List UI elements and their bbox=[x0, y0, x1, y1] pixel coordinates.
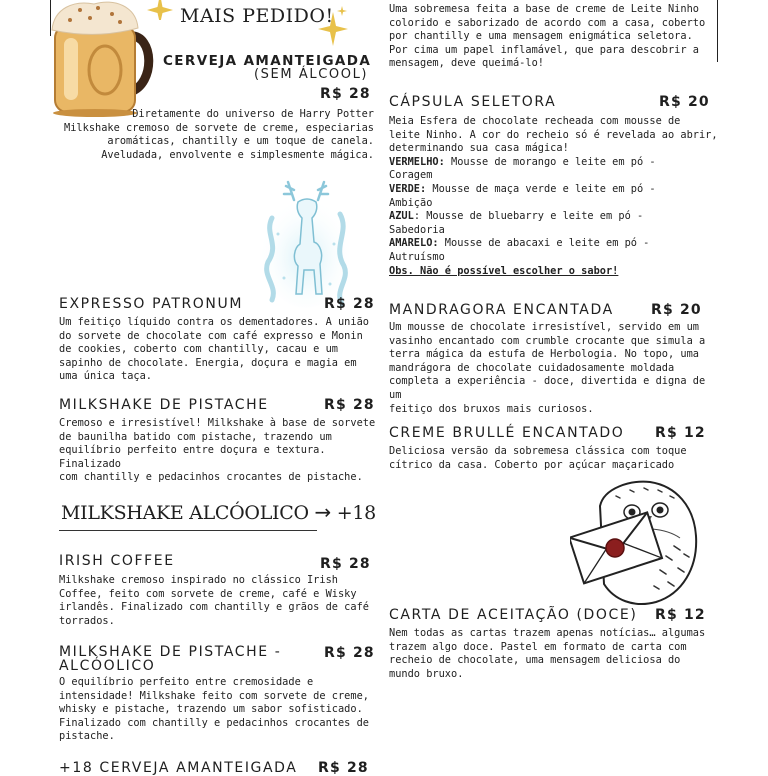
age-restriction-label: +18 bbox=[336, 502, 376, 524]
item-description-top-right: Uma sobremesa feita a base de creme de Leite Ninho colorido e saborizado de acordo com a casa, coberto por chantilly e uma mensagem enigmática seletora. Por cima um papel inflamável, que para descobrir a mensagem, deve queimá-lo! bbox=[389, 3, 706, 70]
item-price-carta-aceitacao: R$ 12 bbox=[655, 607, 706, 623]
featured-item-description: Diretamente do universo de Harry Potter Milkshake cremoso de sorvete de creme, especiarias aromáticas, chantilly e um toque de canela. Aveludada, envolvente e simplesmente mágica. bbox=[64, 108, 374, 161]
item-price-mandragora-encantada: R$ 20 bbox=[651, 302, 702, 318]
item-price-capsula-seletora: R$ 20 bbox=[659, 94, 710, 110]
owl-letter-image bbox=[570, 476, 702, 608]
item-description-expresso-patronum: Um feitiço líquido contra os dementadores. A união do sorvete de chocolate com café expresso e Monin de cookies, coberto com chantilly, cacau e um sapinho de chocolate. Energia, doçura e magia em uma única taça. bbox=[59, 316, 369, 383]
item-description-carta-aceitacao: Nem todas as cartas trazem apenas notícias… algumas trazem algo doce. Pastel em formato de carta com recheio de chocolate, uma mensagem deliciosa do mundo bruxo. bbox=[389, 627, 706, 680]
item-description-mandragora-encantada: Um mousse de chocolate irresistível, servido em um vasinho encantado com crumble crocante que simula a terra mágica da estufa de Herbologia. No topo, uma mandrágora de chocolate cuidadosamente moldada completa a experiência - doce, divertida e digna de um feitiço dos bruxos mais curiosos. bbox=[389, 321, 706, 415]
alcoolico-heading-text: MILKSHAKE ALCÓOLICO bbox=[61, 502, 309, 524]
item-description-irish-coffee: Milkshake cremoso inspirado no clássico Irish Coffee, feito com sorvete de creme, café e Wisky irlandês. Finalizado com chantilly e grãos de café torrados. bbox=[59, 574, 369, 627]
item-name-expresso-patronum: EXPRESSO PATRONUM bbox=[59, 296, 244, 312]
alcoolico-section-heading bbox=[61, 500, 376, 524]
arrow-right-icon: → bbox=[314, 500, 331, 524]
item-price-creme-brulle: R$ 12 bbox=[655, 425, 706, 441]
item-price-milkshake-pistache: R$ 28 bbox=[324, 397, 375, 413]
house-option-amarelo: AMARELO: Mousse de abacaxi e leite em pó - bbox=[389, 237, 650, 250]
item-name-creme-brulle: CREME BRULLÉ ENCANTADO bbox=[389, 425, 625, 441]
item-description-capsula-seletora: Meia Esfera de chocolate recheada com mousse de leite Ninho. A cor do recheio só é revelada ao abrir, determinando sua casa mágica! VERMELHO: Mousse de morango e leite em pó - Coragem VERDE: Mousse de maça verde e leite em pó - Ambição AZUL: Mousse de bluebarry e leite em pó - Sabedoria AMARELO: Mousse de abacaxi e leite em pó - Autruísmo Obs. Não é possível escolher o sabor! bbox=[389, 115, 718, 277]
item-price-cerveja-amanteigada-18: R$ 28 bbox=[318, 760, 369, 776]
patronus-stag-image bbox=[258, 174, 354, 310]
item-name-irish-coffee: IRISH COFFEE bbox=[59, 553, 175, 569]
item-name-milkshake-pistache: MILKSHAKE DE PISTACHE bbox=[59, 397, 269, 413]
whipped-cream bbox=[52, 2, 138, 34]
section-underline bbox=[59, 530, 317, 531]
item-name-cerveja-amanteigada-18: +18 CERVEJA AMANTEIGADA bbox=[59, 760, 298, 776]
butterbeer-mug-image bbox=[50, 0, 160, 118]
item-description-creme-brulle: Deliciosa versão da sobremesa clássica com toque cítrico da casa. Coberto por açúcar maçaricado bbox=[389, 445, 687, 471]
item-price-irish-coffee: R$ 28 bbox=[320, 556, 371, 572]
item-name-mandragora-encantada: MANDRAGORA ENCANTADA bbox=[389, 302, 614, 318]
item-description-milkshake-pistache: Cremoso e irresistível! Milkshake à base de sorvete de baunilha batido com pistache, trazendo um equilíbrio perfeito entre doçura e textura. Finalizado com chantilly e pedacinhos crocantes de pistache. bbox=[59, 417, 376, 484]
item-name-capsula-seletora: CÁPSULA SELETORA bbox=[389, 94, 557, 110]
mais-pedido-heading: MAIS PEDIDO! bbox=[180, 5, 334, 27]
item-name-carta-aceitacao: CARTA DE ACEITAÇÃO (DOCE) bbox=[389, 607, 638, 623]
item-price-expresso-patronum: R$ 28 bbox=[324, 296, 375, 312]
house-option-verde: VERDE: Mousse de maça verde e leite em pó - bbox=[389, 182, 656, 195]
house-option-vermelho: VERMELHO: Mousse de morango e leite em pó - bbox=[389, 155, 656, 168]
wax-seal bbox=[606, 539, 624, 557]
house-option-azul: AZUL: Mousse de bluebarry e leite em pó - bbox=[389, 210, 644, 223]
sparkle-icon bbox=[147, 0, 173, 20]
capsula-note: Obs. Não é possível escolher o sabor! bbox=[389, 264, 619, 277]
item-price-milkshake-pistache-alcoolico: R$ 28 bbox=[324, 645, 375, 661]
featured-item-subtitle: (SEM ÁLCOOL) bbox=[254, 67, 369, 82]
item-name-milkshake-pistache-alcoolico: MILKSHAKE DE PISTACHE - ALCÓOLICO bbox=[59, 644, 282, 674]
item-description-milkshake-pistache-alcoolico: O equilíbrio perfeito entre cremosidade e intensidade! Milkshake feito com sorvete de creme, whisky e pistache, trazendo um sabor sofisticado. Finalizado com chantilly e pedacinhos crocantes de pistache. bbox=[59, 676, 369, 743]
featured-item-price: R$ 28 bbox=[320, 86, 371, 102]
featured-item-name: CERVEJA AMANTEIGADA bbox=[163, 53, 372, 69]
sparkle-icon bbox=[337, 6, 347, 16]
